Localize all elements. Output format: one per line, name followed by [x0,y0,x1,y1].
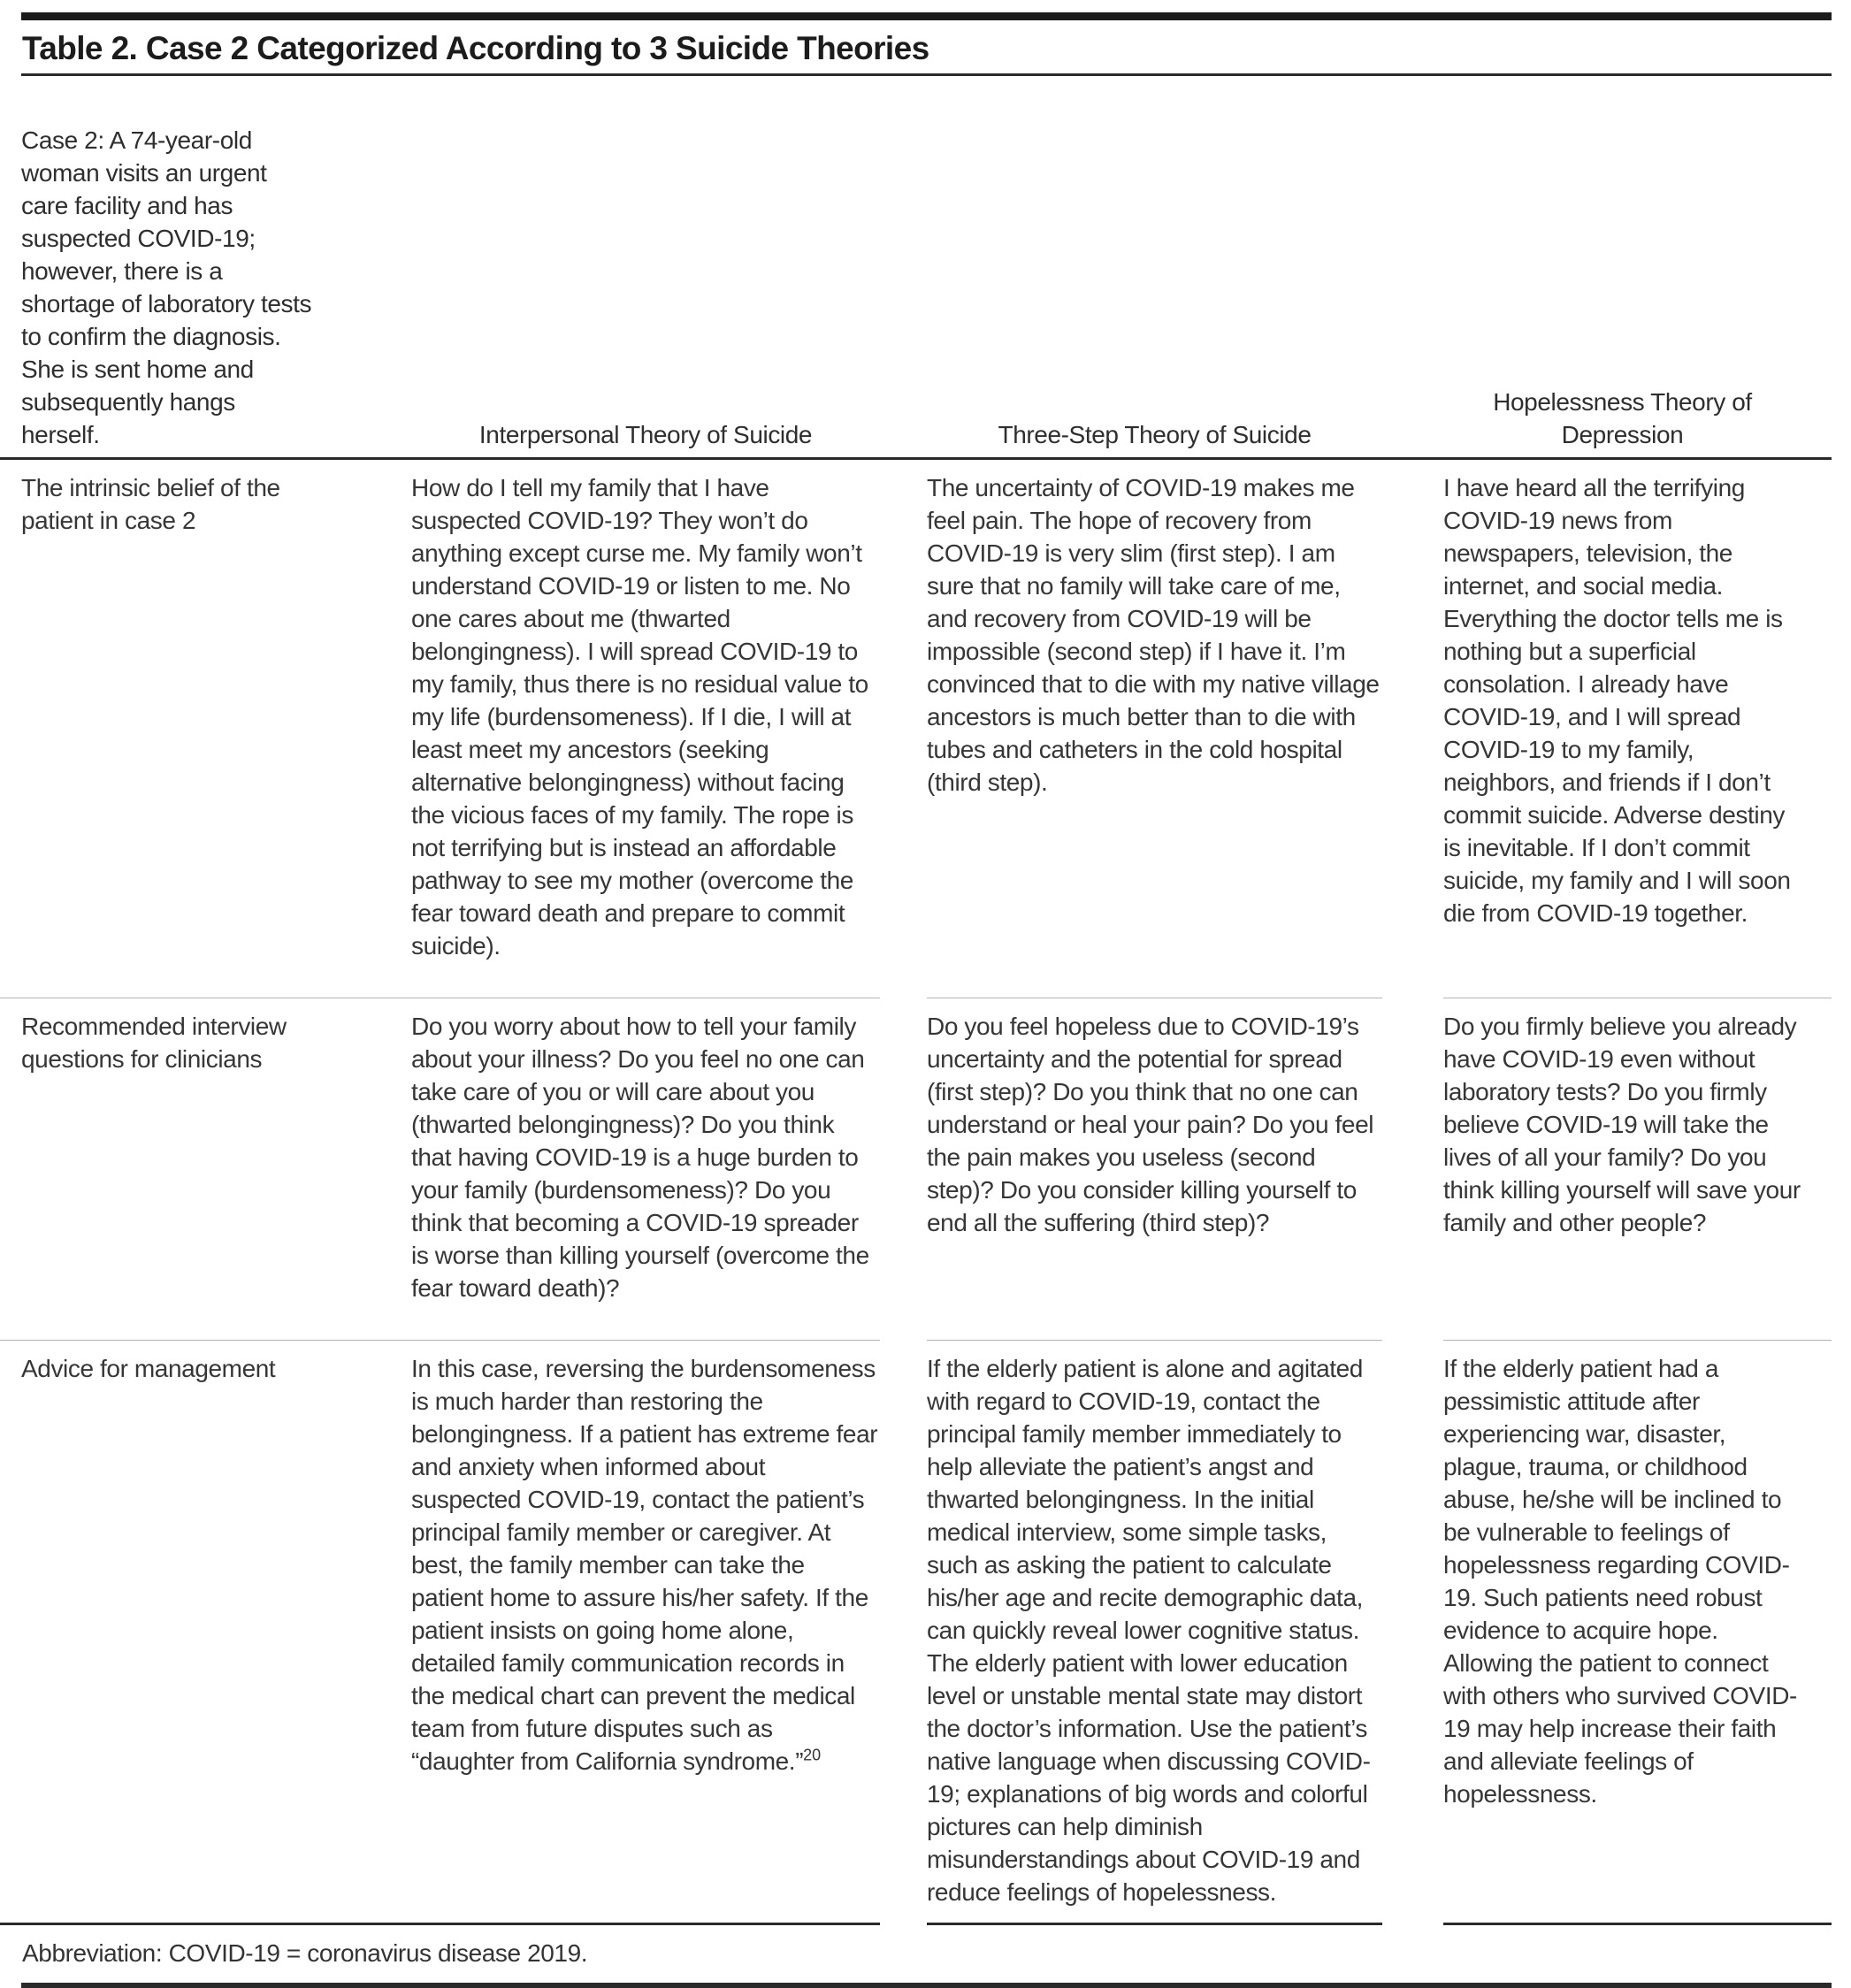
top-rule [21,12,1832,20]
advice-interpersonal-text: In this case, reversing the burdensomeness is much harder than restoring the belongingness. If a patient has extreme fear and anxiety when informed about suspected COVID-19, contact the patient’s principal family member or caregiver. At best, the family member can take the patient home to assure his/her safety. If the patient insists on going home alone, detailed family communication records in the medical chart can prevent the medical team from future disputes such as “daughter from California syndrome.” [411,1355,878,1775]
table-row-advice-management [0,1341,1832,1925]
table-header-row [0,76,1832,460]
case-description: Case 2: A 74-year-old woman visits an urgent care facility and has suspected COVID-19; however, there is a shortage of laboratory tests to confirm the diagnosis. She is sent home and subsequently hangs herself. [21,124,318,460]
cell-advice-hopelessness: If the elderly patient had a pessimistic attitude after experiencing war, disaster, plague, trauma, or childhood abuse, he/she will be inclined to be vulnerable to feelings of hopelessness regarding COVID-19. Such patients need robust evidence to acquire hope. Allowing the patient to connect with others who survived COVID-19 may help increase their faith and alleviate feelings of hopelessness. [1443,1341,1801,1925]
bottom-double-rule [21,1983,1832,1988]
cell-questions-interpersonal: Do you worry about how to tell your family about your illness? Do you feel no one can take care of you or will care about you (thwarted belongingness)? Do you think that having COVID-19 is a huge burden to your family (burdensomeness)? Do you think that becoming a COVID-19 spreader is worse than killing yourself (overcome the fear toward death)? [411,998,880,1341]
column-header-three-step: Three-Step Theory of Suicide [927,418,1382,460]
row-label-intrinsic-belief: The intrinsic belief of the patient in case 2 [21,460,318,998]
cell-intrinsic-hopelessness: I have heard all the terrifying COVID-19 news from newspapers, television, the internet, and social media. Everything the doctor tells me is nothing but a superficial consolation. I already have COVID-19, and I will spread COVID-19 to my family, neighbors, and friends if I don’t commit suicide. Adverse destiny is inevitable. If I don’t commit suicide, my family and I will soon die from COVID-19 together. [1443,460,1801,998]
column-header-hopelessness: Hopelessness Theory of Depression [1443,386,1801,460]
table-row-interview-questions [0,998,1832,1341]
cell-intrinsic-three-step: The uncertainty of COVID-19 makes me feel pain. The hope of recovery from COVID-19 is very slim (first step). I am sure that no family will take care of me, and recovery from COVID-19 will be impossible (second step) if I have it. I’m convinced that to die with my native village ancestors is much better than to die with tubes and catheters in the cold hospital (third step). [927,460,1382,998]
row-label-interview-questions: Recommended interview questions for clinicians [21,998,318,1341]
cell-advice-interpersonal [411,1341,880,1925]
paper-table-page [0,12,1851,1967]
cell-advice-three-step: If the elderly patient is alone and agitated with regard to COVID-19, contact the principal family member immediately to help alleviate the patient’s angst and thwarted belongingness. In the initial medical interview, some simple tasks, such as asking the patient to calculate his/her age and recite demographic data, can quickly reveal lower cognitive status. The elderly patient with lower education level or unstable mental state may distort the doctor’s information. Use the patient’s native language when discussing COVID-19; explanations of big words and colorful pictures can help diminish misunderstandings about COVID-19 and reduce feelings of hopelessness. [927,1341,1382,1925]
abbreviation-footnote: Abbreviation: COVID-19 = coronavirus disease 2019. [22,1939,588,1967]
row-label-advice-management: Advice for management [21,1341,318,1925]
cell-questions-three-step: Do you feel hopeless due to COVID-19’s uncertainty and the potential for spread (first step)? Do you think that no one can understand or heal your pain? Do you feel the pain makes you useless (second step)? Do you consider killing yourself to end all the suffering (third step)? [927,998,1382,1341]
column-header-interpersonal: Interpersonal Theory of Suicide [411,418,880,460]
cell-intrinsic-interpersonal: How do I tell my family that I have suspected COVID-19? They won’t do anything except curse me. My family won’t understand COVID-19 or listen to me. No one cares about me (thwarted belongingness). I will spread COVID-19 to my family, thus there is no residual value to my life (burdensomeness). If I die, I will at least meet my ancestors (seeking alternative belongingness) without facing the vicious faces of my family. The rope is not terrifying but is instead an affordable pathway to see my mother (overcome the fear toward death and prepare to commit suicide). [411,460,880,998]
table-title: Table 2. Case 2 Categorized According to 3 Suicide Theories [22,30,929,66]
cell-questions-hopelessness: Do you firmly believe you already have COVID-19 even without laboratory tests? Do you firmly believe COVID-19 will take the lives of all your family? Do you think killing yourself will save your family and other people? [1443,998,1801,1341]
table-row-intrinsic-belief [0,460,1832,998]
citation-superscript: 20 [803,1746,822,1764]
